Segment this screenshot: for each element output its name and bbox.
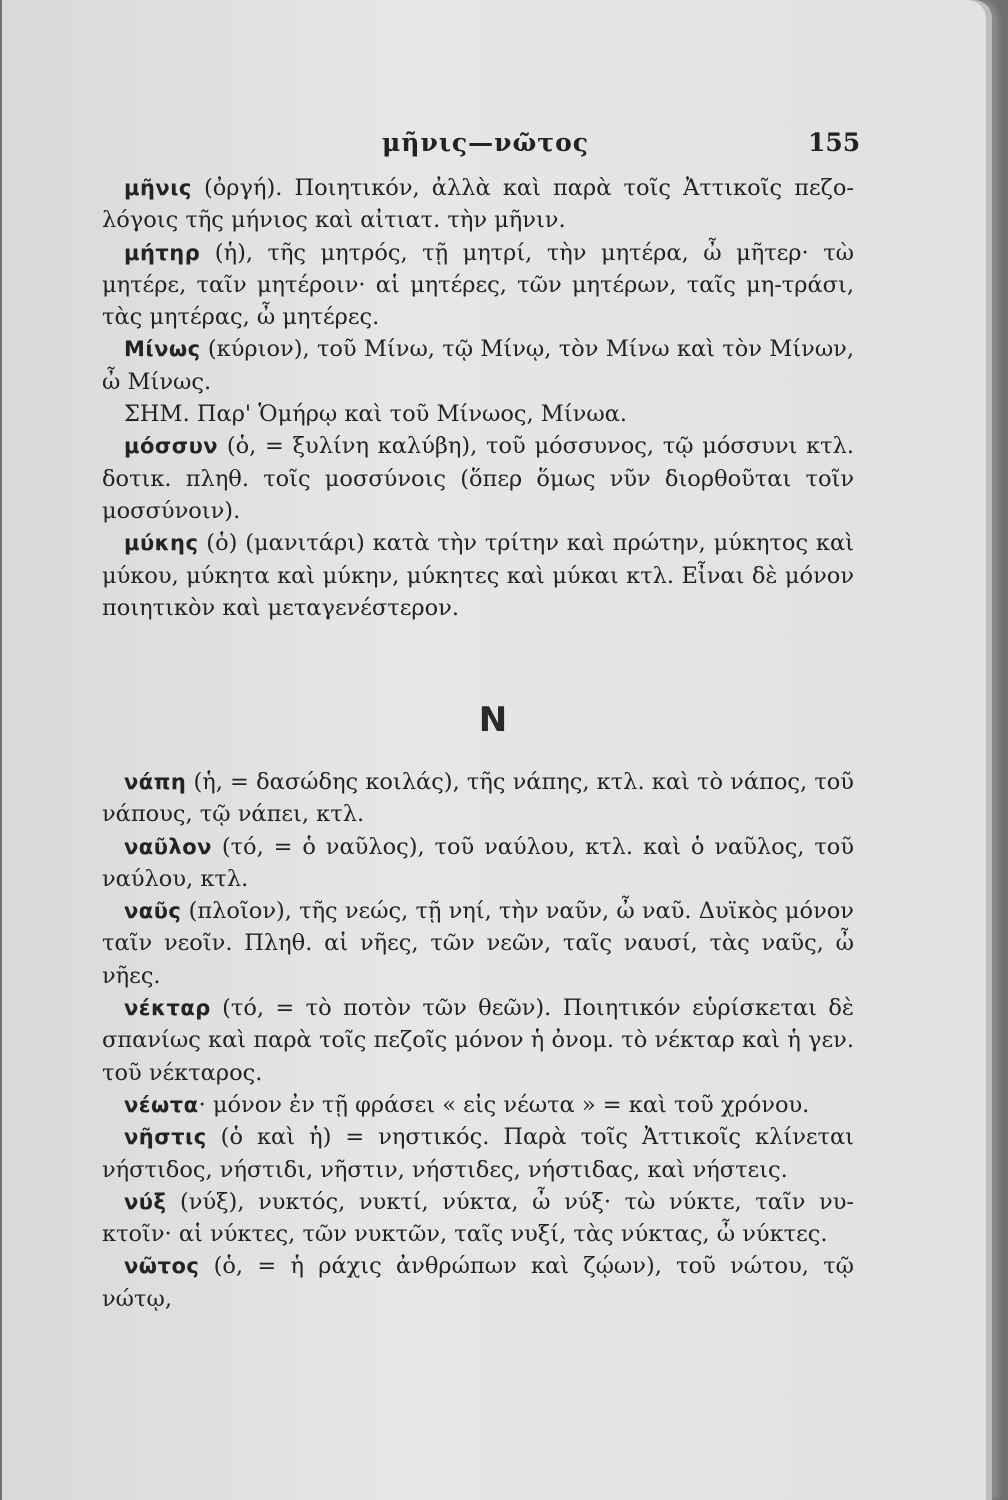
entry-lemma: νύξ — [124, 1189, 167, 1214]
entries-n — [102, 766, 854, 1315]
entry-lemma: μῆνις — [124, 176, 192, 200]
entry — [102, 1250, 854, 1315]
entry-lemma: ναῦς — [124, 899, 182, 924]
entry-lemma: ναῦλον — [124, 834, 212, 859]
entry-text: (νύξ), νυκτός, νυκτί, νύκτα, ὦ νύξ· τὼ νύκτε, ταῖν νυ-κτοῖν· αἱ νύκτες, τῶν νυκτῶν, ταῖς νυξί, τὰς νύκτας, ὦ νύκτες. — [102, 1188, 854, 1248]
entry-text: (ὀργή). Ποιητικόν, ἀλλὰ καὶ παρὰ τοῖς Ἀττικοῖς πεζο-λόγοις τῆς μήνιος καὶ αἰτιατ. τὴν μῆνιν. — [102, 175, 854, 234]
page-number: 155 — [808, 128, 861, 157]
entry-text: (ὁ, = ξυλίνη καλύβη), τοῦ μόσσυνος, τῷ μόσσυνι κτλ. δοτικ. πληθ. τοῖς μοσσύνοις (ὅπερ ὅμως νῦν διορθοῦται τοῖν μοσσύνοιν). — [102, 433, 854, 524]
entry — [102, 333, 854, 398]
book-page — [2, 0, 986, 1500]
entry-text: (ἡ, = δασώδης κοιλάς), τῆς νάπης, κτλ. καὶ τὸ νάπος, τοῦ νάπους, τῷ νάπει, κτλ. — [102, 769, 854, 828]
entry — [102, 992, 854, 1089]
entry-lemma: νέκταρ — [124, 996, 211, 1021]
entry-text: (ὁ καὶ ἡ) = νηστικός. Παρὰ τοῖς Ἀττικοῖς κλίνεται νήστιδος, νήστιδι, νῆστιν, νήστιδες, νήστιδας, καὶ νήστεις. — [102, 1124, 854, 1183]
entry — [102, 527, 854, 624]
entry — [102, 1089, 854, 1121]
entry — [102, 766, 854, 831]
section-letter: Ν — [478, 700, 510, 740]
entry-text: (κύριον), τοῦ Μίνω, τῷ Μίνῳ, τὸν Μίνω καὶ τὸν Μίνων, ὦ Μίνως. — [102, 336, 854, 395]
entry-lemma: νάπη — [124, 770, 187, 794]
entry-lemma: νῆστις — [124, 1125, 207, 1150]
entry — [102, 1121, 854, 1186]
entry-lemma: νῶτος — [124, 1254, 200, 1279]
entry-text: (πλοῖον), τῆς νεώς, τῇ νηί, τὴν ναῦν, ὦ ναῦ. Δυϊκὸς μόνον ταῖν νεοῖν. Πληθ. αἱ νῆες, τῶν νεῶν, ταῖς ναυσί, τὰς ναῦς, ὦ νῆες. — [102, 898, 854, 989]
entry-lemma: μόσσυν — [124, 434, 219, 459]
entry-lemma: Μίνως — [124, 337, 201, 362]
entry-text: (ὁ, = ἡ ράχις ἀνθρώπων καὶ ζῴων), τοῦ νώτου, τῷ νώτῳ, — [102, 1253, 854, 1312]
entry-text: (τό, = τὸ ποτὸν τῶν θεῶν). Ποιητικόν εὑρίσκεται δὲ σπανίως καὶ παρὰ τοῖς πεζοῖς μόνον ἡ ὀνομ. τὸ νέκταρ καὶ ἡ γεν. τοῦ νέκταρος. — [102, 995, 854, 1086]
entry-text: · μόνον ἐν τῇ φράσει « εἰς νέωτα » = καὶ τοῦ χρόνου. — [198, 1091, 810, 1118]
entry-text: (ἡ), τῆς μητρός, τῇ μητρί, τὴν μητέρα, ὦ μῆτερ· τὼ μητέρε, ταῖν μητέροιν· αἱ μητέρες, τῶν μητέρων, ταῖς μη-τράσι, τὰς μητέρας, ὦ μητέρες. — [102, 239, 854, 331]
entry — [102, 831, 854, 896]
entry-lemma: νέωτα — [124, 1092, 199, 1117]
entry — [102, 430, 854, 527]
entry-lemma: μύκης — [124, 531, 199, 556]
entry — [102, 1186, 854, 1251]
page-header — [2, 128, 986, 162]
running-head: μῆνις—νῶτος — [382, 128, 590, 157]
entries-m — [102, 172, 854, 624]
entry-lemma: μήτηρ — [124, 240, 201, 265]
entry-text: (τό, = ὁ ναῦλος), τοῦ ναύλου, κτλ. καὶ ὁ ναῦλος, τοῦ ναύλου, κτλ. — [102, 833, 854, 892]
entry — [102, 172, 854, 237]
entry-note: ΣΗΜ. Παρ' Ὁμήρῳ καὶ τοῦ Μίνωος, Μίνωα. — [124, 401, 628, 428]
entry — [102, 895, 854, 992]
entry-text: (ὁ) (μανιτάρι) κατὰ τὴν τρίτην καὶ πρώτην, μύκητος καὶ μύκου, μύκητα καὶ μύκην, μύκητες καὶ μύκαι κτλ. Εἶναι δὲ μόνον ποιητικὸν καὶ μεταγενέστερον. — [102, 530, 854, 621]
entry — [102, 237, 854, 334]
